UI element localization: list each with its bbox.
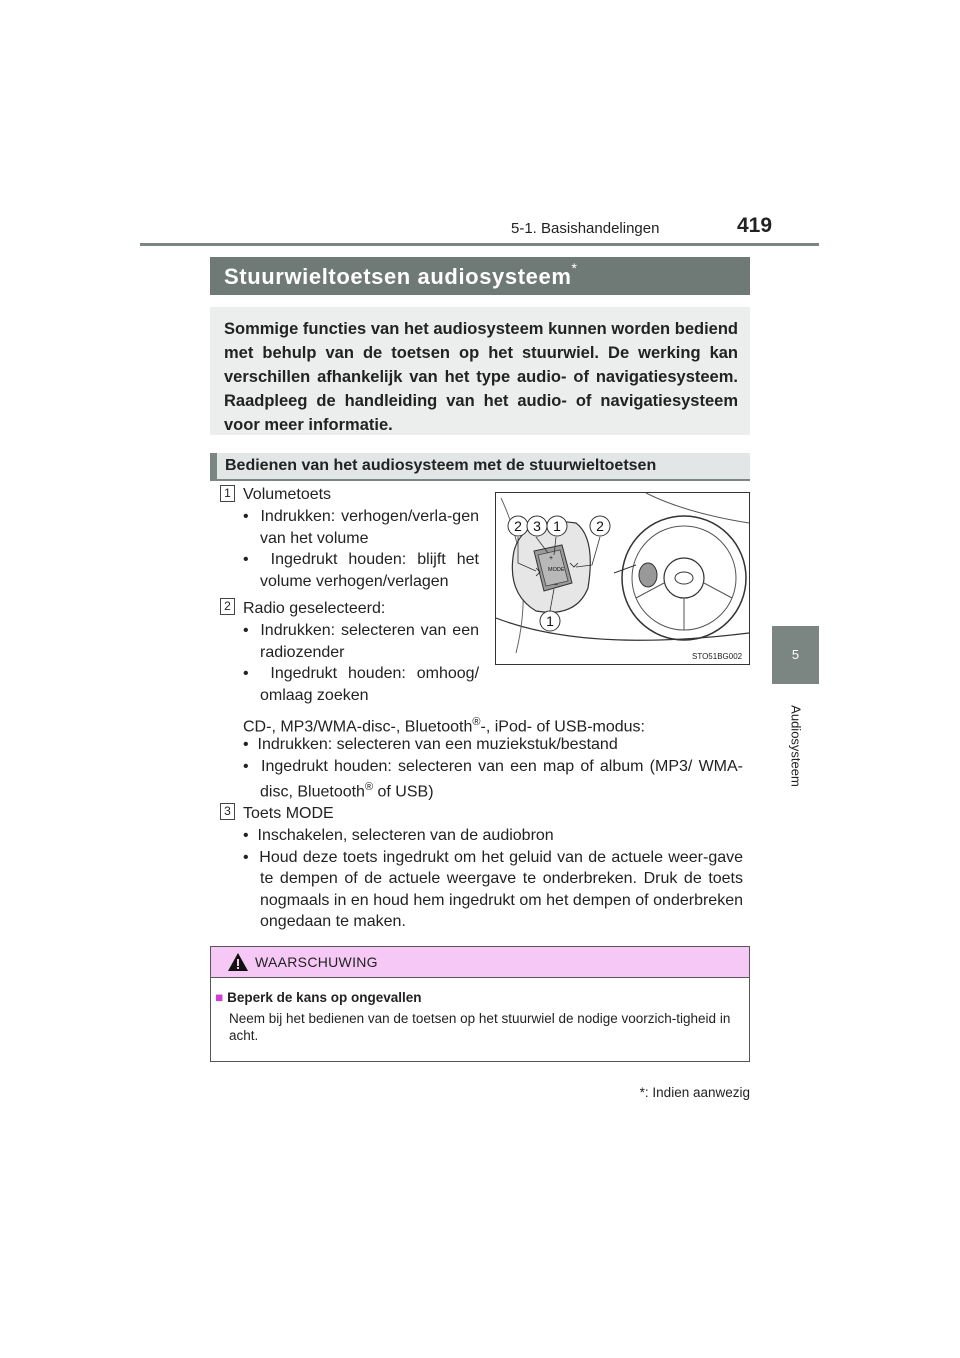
item-3-title: Toets MODE	[243, 805, 334, 822]
item-2-sub-bullet-1: • Indrukken: selecteren van een muziekstuk/bestand	[243, 736, 618, 753]
footnote: *: Indien aanwezig	[639, 1085, 750, 1100]
item-2-bullet-2: • Ingedrukt houden: omhoog/ omlaag zoeken	[243, 665, 480, 704]
callout-1-top: 1	[553, 518, 561, 534]
header-rule	[140, 243, 819, 246]
warning-triangle-icon	[227, 952, 249, 972]
item-2-sub-bullet-2: • Ingedrukt houden: selecteren van een map of album (MP3/ WMA-disc, Bluetooth® of USB)	[243, 757, 744, 801]
item-2-subtitle: CD-, MP3/WMA-disc-, Bluetooth®-, iPod- of USB-modus:	[243, 716, 645, 736]
item-3-bullet-1: • Inschakelen, selecteren van de audiobron	[243, 827, 554, 844]
svg-text:−: −	[554, 582, 559, 589]
optional-marker: *	[571, 260, 578, 276]
footnote-marker: *	[639, 1085, 645, 1100]
warning-header	[211, 947, 749, 978]
item-1-bullet-1: • Indrukken: verhogen/verla-gen van het volume	[243, 508, 479, 547]
callout-3: 3	[533, 518, 541, 534]
section-label: 5-1. Basishandelingen	[511, 220, 660, 237]
chapter-title: Audiosysteem	[788, 705, 803, 787]
mode-button-label: MODE	[548, 567, 565, 573]
item-2-bullet-1: • Indrukken: selecteren van een radiozender	[243, 622, 480, 661]
subsection-rule	[210, 479, 750, 481]
item-2-sub-bullets	[243, 734, 743, 803]
warning-heading: ■ Beperk de kans op ongevallen	[215, 990, 422, 1005]
page-title-text: Stuurwieltoetsen audiosysteem	[224, 264, 572, 289]
illustration-code: STO51BG002	[692, 652, 743, 661]
item-2-bullets	[243, 620, 479, 706]
intro-text: Sommige functies van het audiosysteem kunnen worden bediend met behulp van de toetsen op het stuurwiel. De werking kan verschillen afhankelijk van het type audio- of navigatiesysteem. Raadpleeg de handleiding van het audio- of navigatiesysteem voor meer informatie.	[224, 320, 738, 434]
page-number: 419	[737, 214, 773, 237]
steering-wheel-illustration	[495, 492, 750, 665]
item-3-bullet-2: • Houd deze toets ingedrukt om het geluid van de actuele weer-gave te dempen of de actuele weergave te onderbreken. Druk de toets nogmaals in en houd hem ingedrukt om het dempen of onderbreken ongedaan te maken.	[243, 848, 744, 930]
item-number-1: 1	[220, 485, 235, 502]
callout-2-left: 2	[514, 518, 522, 534]
item-number-3: 3	[220, 803, 235, 820]
page-title	[210, 257, 750, 295]
item-1-bullet-2: • Ingedrukt houden: blijft het volume verhogen/verlagen	[243, 551, 480, 590]
square-bullet-icon: ■	[215, 990, 224, 1005]
item-3-bullets	[243, 825, 743, 933]
intro-box	[210, 307, 750, 435]
item-1-title: Volumetoets	[243, 486, 332, 503]
callout-1-bottom: 1	[546, 613, 554, 629]
item-2-title: Radio geselecteerd:	[243, 600, 386, 617]
item-number-2: 2	[220, 598, 235, 615]
item-1-bullets	[243, 506, 479, 592]
warning-text: Neem bij het bedienen van de toetsen op het stuurwiel de nodige voorzich-tigheid in acht.	[229, 1011, 731, 1043]
chapter-side-label	[772, 696, 819, 796]
steering-wheel-drawing	[496, 493, 749, 664]
chapter-tab: 5	[772, 626, 819, 684]
svg-text:+: +	[549, 555, 554, 562]
subsection-title: Bedienen van het audiosysteem met de stuurwieltoetsen	[210, 453, 750, 481]
warning-label: WAARSCHUWING	[255, 954, 378, 970]
callout-2-right: 2	[596, 518, 604, 534]
